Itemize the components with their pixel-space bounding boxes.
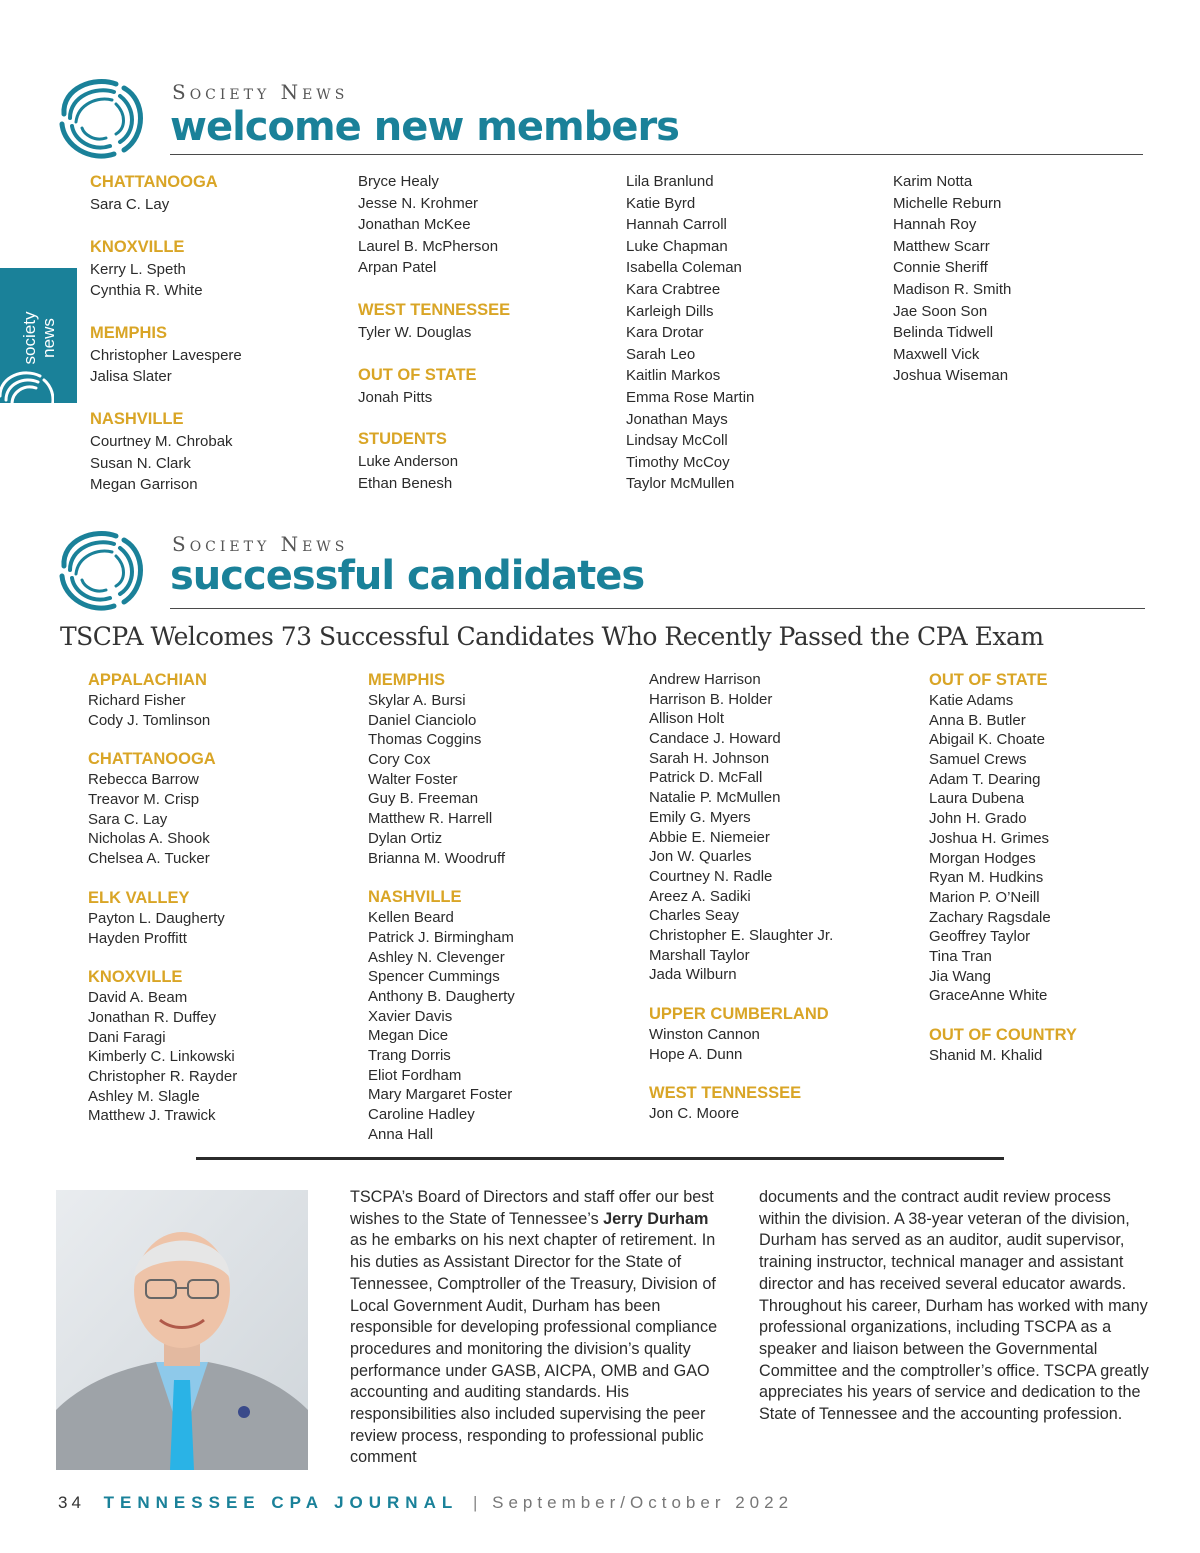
member-name: Ashley N. Clevenger [368,948,505,966]
side-tab-line1: society [20,311,39,365]
member-name: John H. Grado [929,810,1027,828]
region-group [368,887,628,1144]
member-name: Christopher R. Rayder [88,1067,238,1085]
member-name: Richard Fisher [88,692,186,709]
member-name: Andrew Harrison [649,671,761,688]
title-rule [170,154,1143,155]
member-name: Ryan M. Hudkins [929,869,1044,887]
member-name: Zachary Ragsdale [929,908,1051,926]
member-name: Matthew R. Harrell [368,810,493,828]
member-name: Sarah Leo [626,345,696,363]
member-name: Hayden Proffitt [88,929,187,947]
member-name: Sara C. Lay [88,810,168,828]
member-name: Jon W. Quarles [649,848,752,866]
name-column [893,171,1153,407]
member-name: Daniel Cianciolo [368,711,477,729]
member-name: Adam T. Dearing [929,770,1041,788]
name-column [90,171,350,516]
member-name: Karleigh Dills [626,302,714,320]
section-divider [196,1157,1004,1160]
region-heading: CHATTANOOGA [90,173,218,191]
region-group [90,408,350,496]
member-name: Candace J. Howard [649,730,781,748]
candidates-subtitle: TSCPA Welcomes 73 Successful Candidates Who Recently Passed the CPA Exam [60,622,1044,651]
region-group [929,1025,1189,1066]
member-name: Jonathan R. Duffey [88,1008,217,1026]
member-name: Laura Dubena [929,790,1025,808]
member-name: Joshua H. Grimes [929,829,1050,847]
region-heading: OUT OF STATE [358,365,477,384]
article-column-2: documents and the contract audit review process within the division. A 38-year veteran of the division, Durham has served as an auditor, audit supervisor, training instructor, technical manager and assistant director and has received several educator awards. Throughout his career, Durham has worked with many professional organizations, including TSCPA as a speaker and liaison between the Governmental Committee and the comptroller’s office. TSCPA greatly appreciates his years of service and dedication to the State of Tennessee and the accounting profession. [759,1188,1149,1424]
member-name: Laurel B. McPherson [358,237,499,255]
member-name: Patrick J. Birmingham [368,928,514,946]
member-name: Karim Notta [893,173,973,190]
region-group [90,322,350,388]
member-name: Kaitlin Markos [626,367,721,385]
member-name: Kimberly C. Linkowski [88,1048,235,1066]
member-name: Michelle Reburn [893,194,1002,212]
region-heading: MEMPHIS [90,323,168,342]
section-title: welcome new members [170,104,679,150]
region-heading: KNOXVILLE [88,968,183,987]
side-tab-line2: news [39,318,58,358]
member-name: Samuel Crews [929,751,1027,769]
member-name: Dylan Ortiz [368,829,443,847]
name-column [368,670,628,1163]
member-name: Jia Wang [929,967,991,985]
member-name: Morgan Hodges [929,849,1036,867]
member-name: Emily G. Myers [649,808,751,826]
member-name: Brianna M. Woodruff [368,849,506,867]
region-group [88,670,348,730]
region-group [929,670,1189,1006]
member-name: Tina Tran [929,947,992,965]
member-name: Katie Byrd [626,194,696,212]
member-name: Christopher Lavespere [90,346,242,364]
name-column [626,171,886,515]
member-name: Ashley M. Slagle [88,1087,200,1105]
region-group [358,299,618,344]
member-name: Taylor McMullen [626,475,735,493]
region-heading: CHATTANOOGA [88,750,216,769]
member-name: Jonathan Mays [626,410,728,428]
member-name: Harrison B. Holder [649,690,773,708]
member-name: Jonathan McKee [358,216,471,234]
member-name: Skylar A. Bursi [368,692,466,709]
member-name: Jesse N. Krohmer [358,194,479,212]
member-name: Megan Dice [368,1027,449,1045]
region-group [90,171,350,216]
member-name: Lindsay McColl [626,432,728,450]
member-name: Hope A. Dunn [649,1045,743,1063]
member-name: Connie Sheriff [893,259,988,277]
member-name: Luke Chapman [626,237,728,255]
member-name: Susan N. Clark [90,454,191,472]
member-name: Natalie P. McMullen [649,789,781,807]
region-group [649,1083,909,1124]
member-name: Courtney M. Chrobak [90,432,233,450]
member-name: Guy B. Freeman [368,790,479,808]
portrait-photo [56,1190,308,1470]
name-column [649,670,909,1143]
journal-name: TENNESSEE CPA JOURNAL [103,1493,459,1512]
page-footer [58,1493,793,1513]
member-name: Thomas Coggins [368,731,482,749]
member-name: Kerry L. Speth [90,260,186,278]
member-name: Jada Wilburn [649,966,737,984]
member-name: Courtney N. Radle [649,867,773,885]
region-heading: STUDENTS [358,430,447,449]
region-group [649,1004,909,1064]
member-name: Matthew Scarr [893,237,990,255]
region-heading: MEMPHIS [368,671,446,689]
member-name: Arpan Patel [358,259,437,277]
member-name: Belinda Tidwell [893,324,994,342]
region-group [626,171,886,495]
member-name: Sarah H. Johnson [649,749,770,767]
member-name: David A. Beam [88,989,188,1007]
member-name: Marshall Taylor [649,946,750,964]
member-name: Mary Margaret Foster [368,1086,513,1104]
member-name: Ethan Benesh [358,474,453,492]
member-name: Lila Branlund [626,173,714,190]
member-name: Anthony B. Daugherty [368,987,515,1005]
member-name: Christopher E. Slaughter Jr. [649,926,834,944]
region-heading: ELK VALLEY [88,888,190,907]
name-column [88,670,348,1145]
region-heading: WEST TENNESSEE [358,300,511,319]
member-name: Cynthia R. White [90,282,203,300]
member-name: Emma Rose Martin [626,388,755,406]
member-name: Isabella Coleman [626,259,742,277]
member-name: Chelsea A. Tucker [88,850,210,868]
member-name: Jon C. Moore [649,1105,740,1123]
region-heading: OUT OF STATE [929,671,1048,689]
member-name: Kara Drotar [626,324,704,342]
member-name: Charles Seay [649,907,740,925]
section-title: successful candidates [170,553,645,599]
member-name: Dani Faragi [88,1028,166,1046]
issue-date: September/October 2022 [492,1493,794,1512]
member-name: Geoffrey Taylor [929,928,1031,946]
article-text-intro: TSCPA’s Board of Directors and staff offer our best wishes to the State of Tennessee’s [350,1188,714,1228]
page-number: 34 [58,1493,85,1512]
member-name: Walter Foster [368,770,458,788]
region-heading: KNOXVILLE [90,237,185,256]
member-name: Jalisa Slater [90,368,172,386]
member-name: Cody J. Tomlinson [88,711,211,729]
member-name: Anna Hall [368,1125,434,1143]
member-name: Kellen Beard [368,909,454,927]
region-group [893,171,1153,387]
member-name: Madison R. Smith [893,280,1012,298]
member-name: Rebecca Barrow [88,771,199,789]
member-name: Areez A. Sadiki [649,887,751,905]
member-name: Xavier Davis [368,1007,453,1025]
member-name: Jonah Pitts [358,388,433,406]
region-group [358,171,618,279]
name-column [358,171,618,514]
member-name: Treavor M. Crisp [88,791,200,809]
name-column [929,670,1189,1085]
tscpa-logo-icon [54,526,148,612]
footer-separator: | [472,1493,478,1512]
member-name: Joshua Wiseman [893,367,1009,385]
member-name: Nicholas A. Shook [88,830,210,848]
member-name: GraceAnne White [929,987,1048,1005]
member-name: Caroline Hadley [368,1106,475,1124]
member-name: Sara C. Lay [90,196,170,213]
member-name: Kara Crabtree [626,280,721,298]
region-heading: APPALACHIAN [88,671,207,689]
member-name: Abigail K. Choate [929,731,1045,749]
member-name: Hannah Carroll [626,216,727,234]
member-name: Trang Dorris [368,1047,451,1064]
member-name: Winston Cannon [649,1026,760,1043]
member-name: Matthew J. Trawick [88,1107,216,1125]
tscpa-logo-icon [54,74,148,160]
member-name: Eliot Fordham [368,1066,462,1084]
region-group [358,428,618,494]
region-group [88,967,348,1126]
member-name: Payton L. Daugherty [88,909,225,927]
member-name: Tyler W. Douglas [358,323,472,341]
member-name: Luke Anderson [358,453,459,471]
member-name: Shanid M. Khalid [929,1047,1043,1064]
article-text-continued: as he embarks on his next chapter of retirement. In his duties as Assistant Director for the State of Tennessee, Comptroller of the Treasury, Division of Local Government Audit, Durham has been responsible for developing professional compliance procedures and monitoring the division’s quality performance under GASB, AICPA, OMB and GAO accounting and auditing standards. His responsibilities also included supervising the peer review process, responding to professional public comment [350,1231,718,1467]
member-name: Katie Adams [929,692,1014,709]
region-group [649,670,909,985]
section-kicker: Society News [172,80,349,104]
member-name: Marion P. O’Neill [929,888,1040,906]
region-group [88,888,348,948]
member-name: Abbie E. Niemeier [649,828,770,846]
member-name: Spencer Cummings [368,968,500,986]
member-name: Maxwell Vick [893,345,980,363]
member-name: Anna B. Butler [929,711,1026,729]
region-heading: UPPER CUMBERLAND [649,1005,829,1023]
member-name: Allison Holt [649,710,725,728]
member-name: Megan Garrison [90,476,198,494]
member-name: Patrick D. McFall [649,769,763,787]
article-column-1 [350,1187,722,1469]
side-tab [0,268,77,403]
member-name: Cory Cox [368,751,431,769]
member-name: Timothy McCoy [626,453,730,471]
region-heading: OUT OF COUNTRY [929,1026,1077,1044]
member-name: Bryce Healy [358,173,439,190]
region-heading: WEST TENNESSEE [649,1084,802,1103]
honoree-name: Jerry Durham [603,1209,709,1228]
title-rule [170,608,1145,609]
tab-logo-icon [0,366,54,403]
region-heading: NASHVILLE [90,409,184,428]
member-name: Hannah Roy [893,216,977,234]
region-heading: NASHVILLE [368,888,462,907]
region-group [358,364,618,409]
region-group [368,670,628,868]
region-group [90,236,350,302]
member-name: Jae Soon Son [893,302,988,320]
section-kicker: Society News [172,532,349,556]
region-group [88,749,348,868]
